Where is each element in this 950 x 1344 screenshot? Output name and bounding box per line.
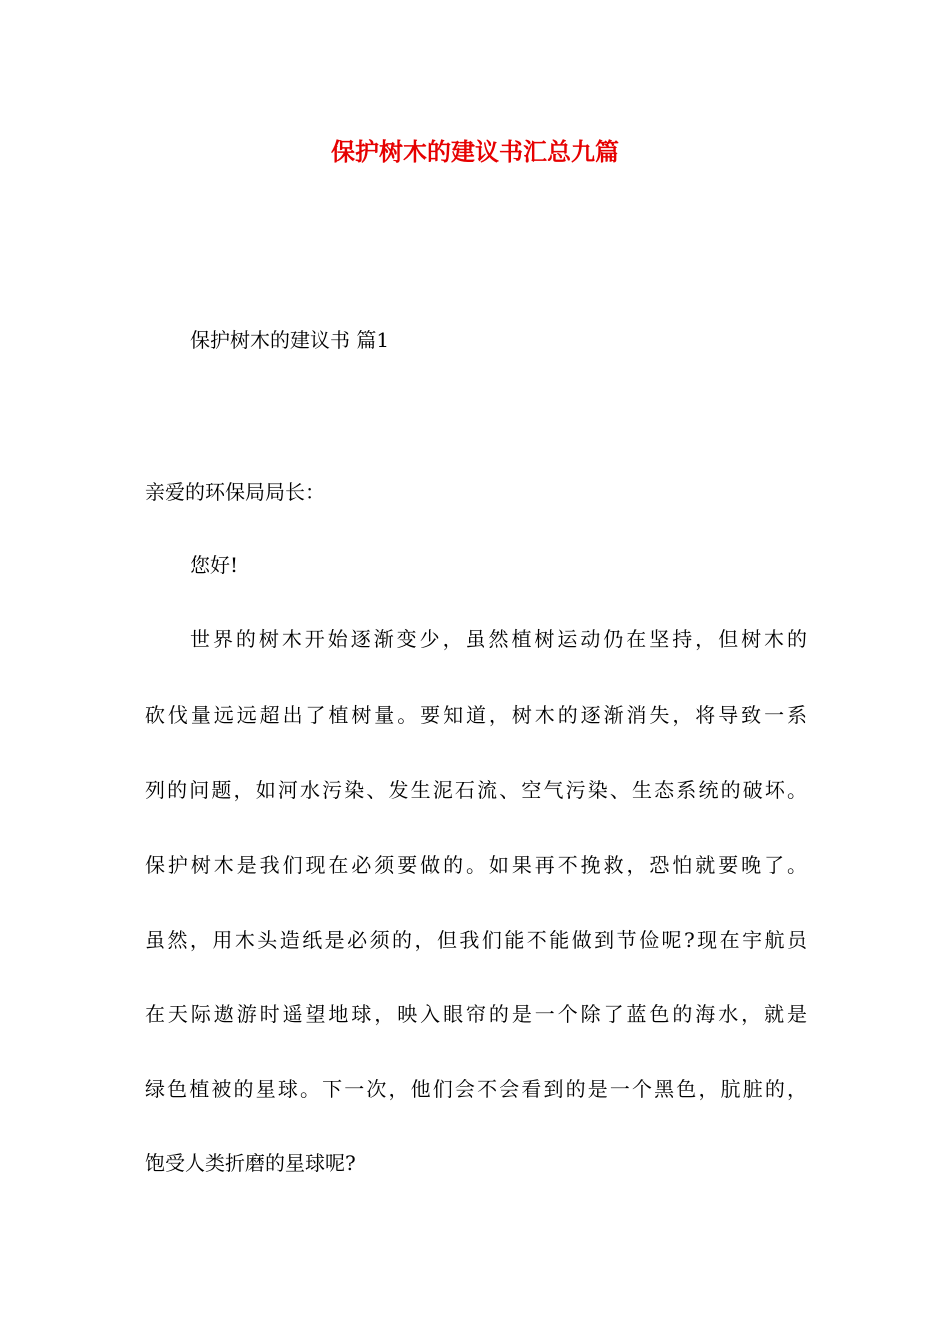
body-line: 世界的树木开始逐渐变少，虽然植树运动仍在坚持，但树木的 bbox=[190, 627, 807, 651]
document-title: 保护树木的建议书汇总九篇 bbox=[331, 137, 619, 166]
body-line: 列的问题，如河水污染、发生泥石流、空气污染、生态系统的破坏。 bbox=[145, 778, 807, 802]
section-heading: 保护树木的建议书 篇1 bbox=[190, 328, 390, 352]
body-line: 虽然，用木头造纸是必须的，但我们能不能做到节俭呢?现在宇航员 bbox=[145, 928, 807, 952]
body-line: 绿色植被的星球。下一次，他们会不会看到的是一个黑色，肮脏的， bbox=[145, 1077, 807, 1101]
letter-greeting: 您好! bbox=[190, 553, 239, 577]
letter-salutation: 亲爱的环保局局长： bbox=[145, 480, 325, 504]
body-line: 砍伐量远远超出了植树量。要知道，树木的逐渐消失，将导致一系 bbox=[145, 703, 807, 727]
body-line: 在天际遨游时遥望地球，映入眼帘的是一个除了蓝色的海水，就是 bbox=[145, 1002, 807, 1026]
body-line: 饱受人类折磨的星球呢? bbox=[145, 1151, 356, 1175]
body-line: 保护树木是我们现在必须要做的。如果再不挽救，恐怕就要晚了。 bbox=[145, 853, 807, 877]
